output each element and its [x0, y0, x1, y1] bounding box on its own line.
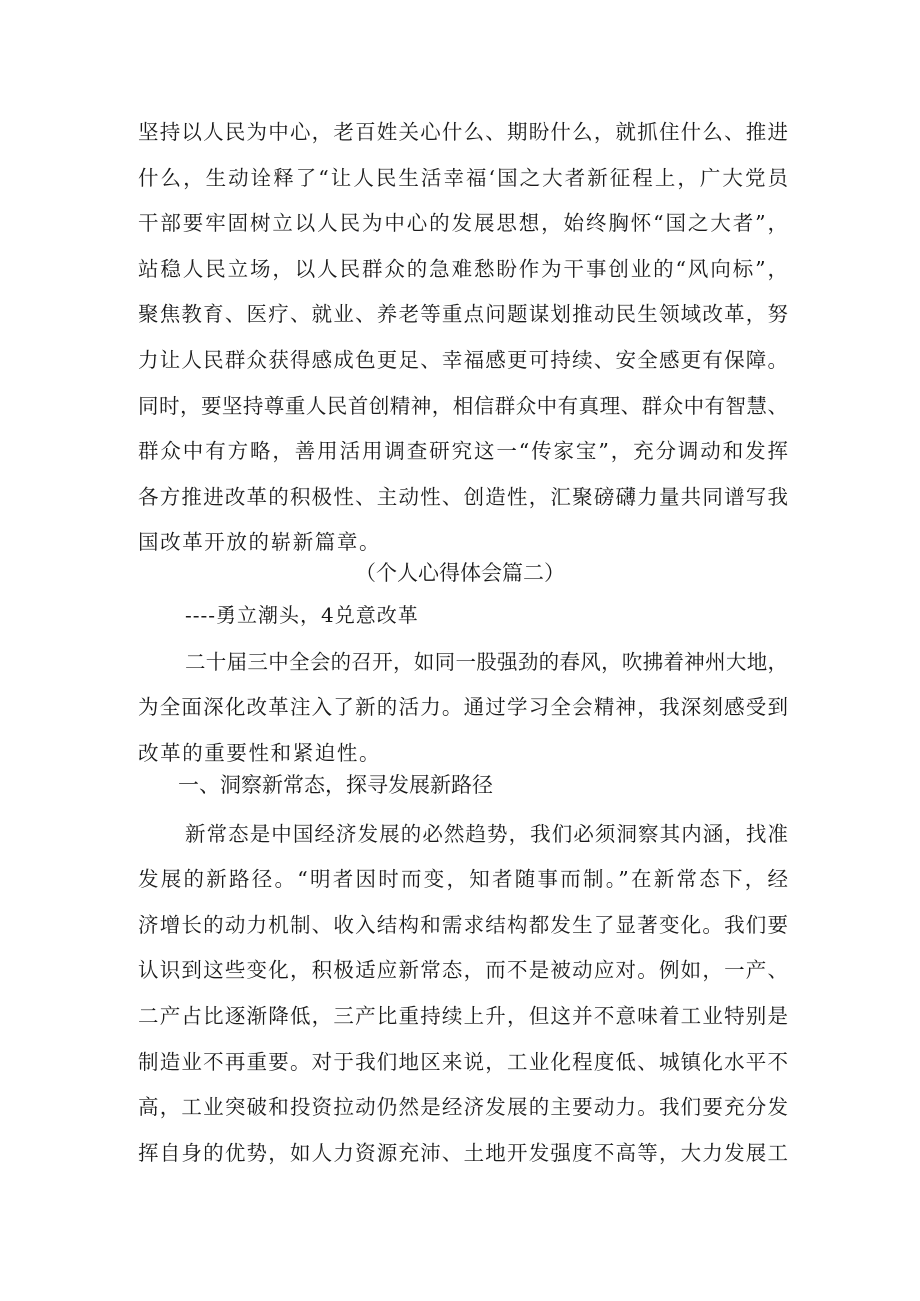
- text-line: 各方推进改革的积极性、主动性、创造性，汇聚磅礴力量共同谱写我: [138, 485, 788, 509]
- text-line: 二十届三中全会的召开，如同一股强劲的春风，吹拂着神州大地，: [185, 650, 788, 674]
- text-line: 发展的新路径。“明者因时而变，知者随事而制。”在新常态下，经: [138, 867, 788, 891]
- text-line: 站稳人民立场，以人民群众的急难愁盼作为干事创业的“风向标”，: [138, 257, 788, 281]
- text-line: 制造业不再重要。对于我们地区来说，工业化程度低、城镇化水平不: [138, 1050, 788, 1074]
- text-line: 改革的重要性和紧迫性。: [138, 741, 382, 765]
- text-line: 二产占比逐渐降低，三产比重持续上升，但这并不意味着工业特别是: [138, 1004, 788, 1028]
- text-line: 挥自身的优势，如人力资源充沛、土地开发强度不高等，大力发展工: [138, 1141, 788, 1165]
- text-line: 坚持以人民为中心，老百姓关心什么、期盼什么，就抓住什么、推进: [138, 120, 788, 144]
- text-line: 济增长的动力机制、收入结构和需求结构都发生了显著变化。我们要: [138, 913, 788, 937]
- text-line: 群众中有方略，善用活用调查研究这一“传家宝”，充分调动和发挥: [138, 439, 788, 463]
- text-line: 认识到这些变化，积极适应新常态，而不是被动应对。例如，一产、: [138, 958, 788, 982]
- part-title: （个人心得体会篇二）: [355, 561, 565, 585]
- text-line: 干部要牢固树立以人民为中心的发展思想，始终胸怀“国之大者”，: [138, 211, 788, 235]
- text-line: 什么，生动诠释了“让人民生活幸福‘国之大者新征程上，广大党员: [138, 166, 788, 190]
- text-line: 聚焦教育、医疗、就业、养老等重点问题谋划推动民生领域改革，努: [138, 302, 788, 326]
- text-line: 同时，要坚持尊重人民首创精神，相信群众中有真理、群众中有智慧、: [138, 394, 788, 418]
- text-line: 力让人民群众获得感成色更足、幸福感更可持续、安全感更有保障。: [138, 348, 788, 372]
- subtitle: ----勇立潮头，4兑意改革: [185, 603, 419, 627]
- text-line: 高，工业突破和投资拉动仍然是经济发展的主要动力。我们要充分发: [138, 1095, 788, 1119]
- text-line: 新常态是中国经济发展的必然趋势，我们必须洞察其内涵，找准: [185, 822, 788, 846]
- section-heading: 一、洞察新常态，探寻发展新路径: [178, 773, 493, 797]
- text-line: 国改革开放的崭新篇章。: [138, 530, 382, 554]
- text-line: 为全面深化改革注入了新的活力。通过学习全会精神，我深刻感受到: [138, 695, 788, 719]
